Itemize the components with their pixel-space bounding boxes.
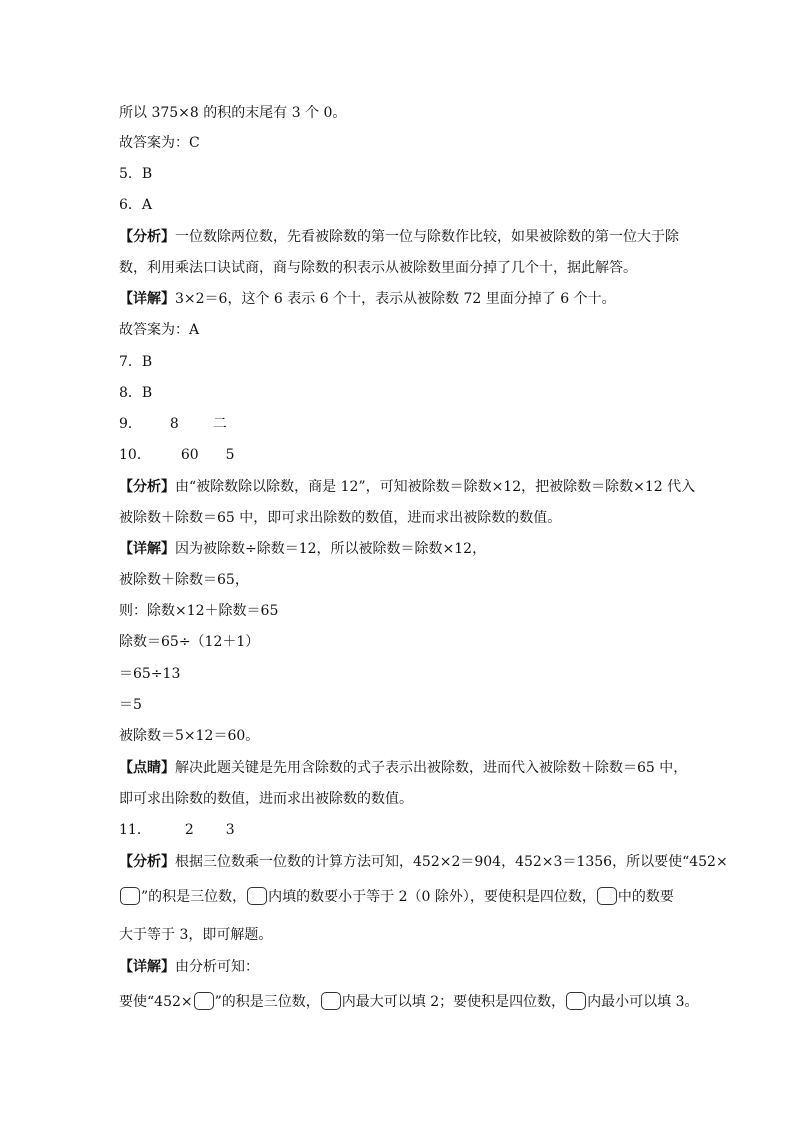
text-line — [119, 227, 724, 247]
line-text: 被除数＋除数＝65 中，即可求出除数的数值，进而求出被除数的数值。 — [119, 510, 562, 526]
line-text: 要使“452× — [119, 994, 193, 1010]
blank-box — [247, 887, 267, 905]
line-text: 除数＝65÷（12＋1） — [119, 634, 260, 650]
section-heading: 【详解】 — [119, 541, 175, 557]
line-text: 内最小可以填 3。 — [587, 994, 699, 1010]
text-line — [119, 539, 724, 559]
text-line — [119, 103, 724, 123]
text-line — [119, 664, 724, 684]
line-text: 故答案为：A — [119, 322, 200, 338]
line-text: 数，利用乘法口诀试商，商与除数的积表示从被除数里面分掉了几个十，据此解答。 — [119, 260, 637, 276]
text-line — [119, 164, 724, 184]
answer-value: 2 — [184, 822, 194, 838]
answer-line — [119, 414, 724, 434]
answer-value: 8 — [169, 416, 179, 432]
text-line — [119, 477, 724, 497]
section-heading: 【点睛】 — [119, 760, 175, 776]
line-text: 内最大可以填 2；要使积是四位数， — [341, 994, 566, 1010]
line-text: ＝5 — [119, 697, 142, 713]
line-text: 由“被除数除以除数，商是 12”，可知被除数＝除数×12，把被除数＝除数×12 代入 — [175, 479, 696, 495]
blank-box — [194, 992, 214, 1010]
text-line — [119, 852, 728, 872]
line-text: 被除数＝5×12＝60。 — [119, 728, 260, 744]
text-line — [119, 695, 724, 715]
text-line — [119, 570, 724, 590]
blank-box — [321, 992, 341, 1010]
line-text: 大于等于 3，即可解题。 — [119, 927, 273, 943]
question-number: 10． — [119, 447, 151, 463]
answer-value: 60 — [180, 447, 199, 463]
line-text: 内填的数要小于等于 2（0 除外），要使积是四位数， — [268, 889, 596, 905]
line-text: 8．B — [119, 385, 153, 401]
line-text: ”的积是三位数， — [214, 994, 320, 1010]
line-text: 被除数＋除数＝65， — [119, 572, 249, 588]
answer-line — [119, 445, 724, 465]
section-heading: 【分析】 — [119, 854, 175, 870]
line-text: 故答案为：C — [119, 135, 200, 151]
text-line — [119, 508, 724, 528]
line-text: 5．B — [119, 166, 153, 182]
text-line — [119, 320, 724, 340]
line-text: 所以 375×8 的积的末尾有 3 个 0。 — [119, 105, 347, 121]
answer-value: 二 — [212, 416, 227, 432]
line-text: 中的数要 — [617, 889, 674, 905]
line-text: 3×2＝6，这个 6 表示 6 个十，表示从被除数 72 里面分掉了 6 个十。 — [175, 291, 616, 307]
text-line — [119, 195, 724, 215]
line-text: 则：除数×12＋除数＝65 — [119, 603, 279, 619]
question-number: 9． — [119, 416, 142, 432]
line-text: 根据三位数乘一位数的计算方法可知，452×2＝904，452×3＝1356，所以要使“452× — [175, 854, 728, 870]
blank-box — [566, 992, 586, 1010]
section-heading: 【分析】 — [119, 229, 175, 245]
text-line — [119, 992, 724, 1012]
blank-box — [597, 887, 617, 905]
text-line — [119, 957, 724, 977]
text-line — [119, 887, 724, 907]
text-line — [119, 601, 724, 621]
line-text: 7．B — [119, 354, 153, 370]
text-line — [119, 758, 724, 778]
text-line — [119, 726, 724, 746]
text-line — [119, 925, 724, 945]
text-line — [119, 352, 724, 372]
line-text: ＝65÷13 — [119, 666, 181, 682]
line-text: 一位数除两位数，先看被除数的第一位与除数作比较，如果被除数的第一位大于除 — [175, 229, 679, 245]
answer-line — [119, 820, 724, 840]
section-heading: 【详解】 — [119, 291, 175, 307]
section-heading: 【分析】 — [119, 479, 175, 495]
line-text: 即可求出除数的数值，进而求出被除数的数值。 — [119, 791, 413, 807]
text-line — [119, 383, 724, 403]
line-text: ”的积是三位数， — [141, 889, 247, 905]
text-line — [119, 789, 724, 809]
text-line — [119, 258, 724, 278]
line-text: 由分析可知： — [175, 959, 259, 975]
answer-value: 5 — [225, 447, 235, 463]
question-number: 11． — [119, 822, 151, 838]
line-text: 因为被除数÷除数＝12，所以被除数＝除数×12， — [175, 541, 487, 557]
section-heading: 【详解】 — [119, 959, 175, 975]
line-text: 6．A — [119, 197, 153, 213]
line-text: 解决此题关键是先用含除数的式子表示出被除数，进而代入被除数＋除数＝65 中， — [175, 760, 688, 776]
text-line — [119, 133, 724, 153]
text-line — [119, 289, 724, 309]
text-line — [119, 632, 724, 652]
blank-box — [120, 887, 140, 905]
answer-value: 3 — [225, 822, 235, 838]
